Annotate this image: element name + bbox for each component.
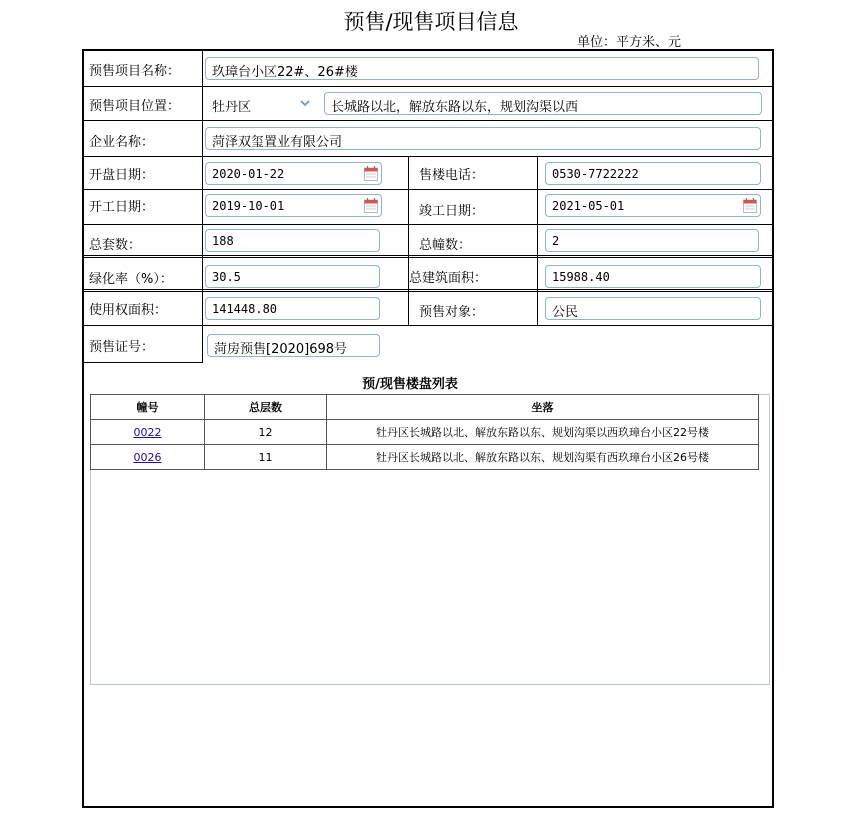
calendar-icon[interactable] bbox=[364, 166, 378, 181]
unit-note: 单位：平方米、元 bbox=[577, 35, 682, 50]
start-date-label: 开工日期： bbox=[89, 200, 155, 215]
start-date-value: 2019-10-01 bbox=[212, 199, 285, 213]
total-units-label: 总套数： bbox=[89, 238, 142, 253]
total-area-input[interactable]: 15988.40 bbox=[545, 265, 761, 288]
row-divider bbox=[82, 189, 772, 190]
calendar-icon[interactable] bbox=[743, 198, 757, 213]
table-row bbox=[91, 420, 759, 445]
page-title: 预售/现售项目信息 bbox=[343, 10, 519, 34]
chevron-down-icon bbox=[300, 99, 310, 107]
total-buildings-input[interactable]: 2 bbox=[545, 229, 759, 252]
sales-phone-label: 售楼电话： bbox=[419, 168, 485, 183]
green-rate-label: 绿化率（%）： bbox=[89, 272, 173, 287]
row-divider bbox=[82, 224, 772, 225]
sale-target-label: 预售对象： bbox=[419, 305, 485, 320]
address-input[interactable]: 长城路以北，解放东路以东，规划沟渠以西 bbox=[324, 92, 762, 115]
table-row bbox=[91, 445, 759, 470]
building-list-title: 预/现售楼盘列表 bbox=[362, 377, 458, 392]
permit-label: 预售证号： bbox=[89, 340, 155, 355]
floors-cell: 11 bbox=[205, 445, 327, 470]
land-area-label: 使用权面积： bbox=[89, 303, 168, 318]
building-link-0022[interactable]: 0022 bbox=[133, 425, 162, 439]
permit-input[interactable]: 菏房预售[2020]698号 bbox=[207, 334, 380, 357]
column-header-floors: 总层数 bbox=[205, 395, 327, 420]
floors-cell: 12 bbox=[205, 420, 327, 445]
completion-date-label: 竣工日期： bbox=[419, 204, 485, 219]
row-divider bbox=[82, 289, 772, 292]
sale-target-input[interactable]: 公民 bbox=[545, 297, 761, 320]
building-list-table bbox=[90, 394, 759, 470]
col-divider bbox=[537, 156, 538, 325]
row-divider bbox=[82, 325, 772, 326]
row-divider bbox=[82, 362, 202, 363]
sales-phone-input[interactable]: 0530-7722222 bbox=[545, 162, 761, 185]
project-location-label: 预售项目位置： bbox=[89, 99, 181, 114]
column-header-building-no: 幢号 bbox=[91, 395, 205, 420]
row-divider bbox=[82, 156, 772, 157]
col-divider bbox=[408, 156, 409, 325]
land-area-input[interactable]: 141448.80 bbox=[205, 297, 380, 320]
building-link-0026[interactable]: 0026 bbox=[133, 450, 162, 464]
green-rate-input[interactable]: 30.5 bbox=[205, 265, 380, 288]
open-date-value: 2020-01-22 bbox=[212, 167, 285, 181]
row-divider bbox=[82, 120, 772, 121]
total-units-input[interactable]: 188 bbox=[205, 229, 380, 252]
column-header-location: 坐落 bbox=[327, 395, 759, 420]
company-label: 企业名称： bbox=[89, 135, 155, 150]
building-no-cell bbox=[91, 420, 205, 445]
calendar-icon[interactable] bbox=[364, 198, 378, 213]
project-name-label: 预售项目名称： bbox=[89, 64, 181, 79]
location-cell: 牡丹区长城路以北、解放东路以东、规划沟渠以西玖璋台小区22号楼 bbox=[327, 420, 759, 445]
open-date-input[interactable] bbox=[205, 162, 382, 185]
district-select-value: 牡丹区 bbox=[212, 100, 252, 115]
open-date-label: 开盘日期： bbox=[89, 168, 155, 183]
project-name-input[interactable]: 玖璋台小区22#、26#楼 bbox=[205, 57, 759, 80]
district-select[interactable] bbox=[205, 93, 315, 115]
building-no-cell bbox=[91, 445, 205, 470]
total-area-label: 总建筑面积： bbox=[409, 271, 488, 286]
row-divider bbox=[82, 255, 772, 258]
col-divider bbox=[202, 49, 203, 363]
completion-date-value: 2021-05-01 bbox=[552, 199, 625, 213]
row-divider bbox=[82, 86, 772, 87]
total-buildings-label: 总幢数： bbox=[419, 238, 472, 253]
start-date-input[interactable] bbox=[205, 194, 382, 217]
header-scroll-gutter bbox=[758, 395, 769, 420]
company-input[interactable]: 菏泽双玺置业有限公司 bbox=[205, 127, 761, 150]
location-cell: 牡丹区长城路以北、解放东路以东、规划沟渠有西玖璋台小区26号楼 bbox=[327, 445, 759, 470]
completion-date-input[interactable] bbox=[545, 194, 761, 217]
table-header-row bbox=[91, 395, 759, 420]
